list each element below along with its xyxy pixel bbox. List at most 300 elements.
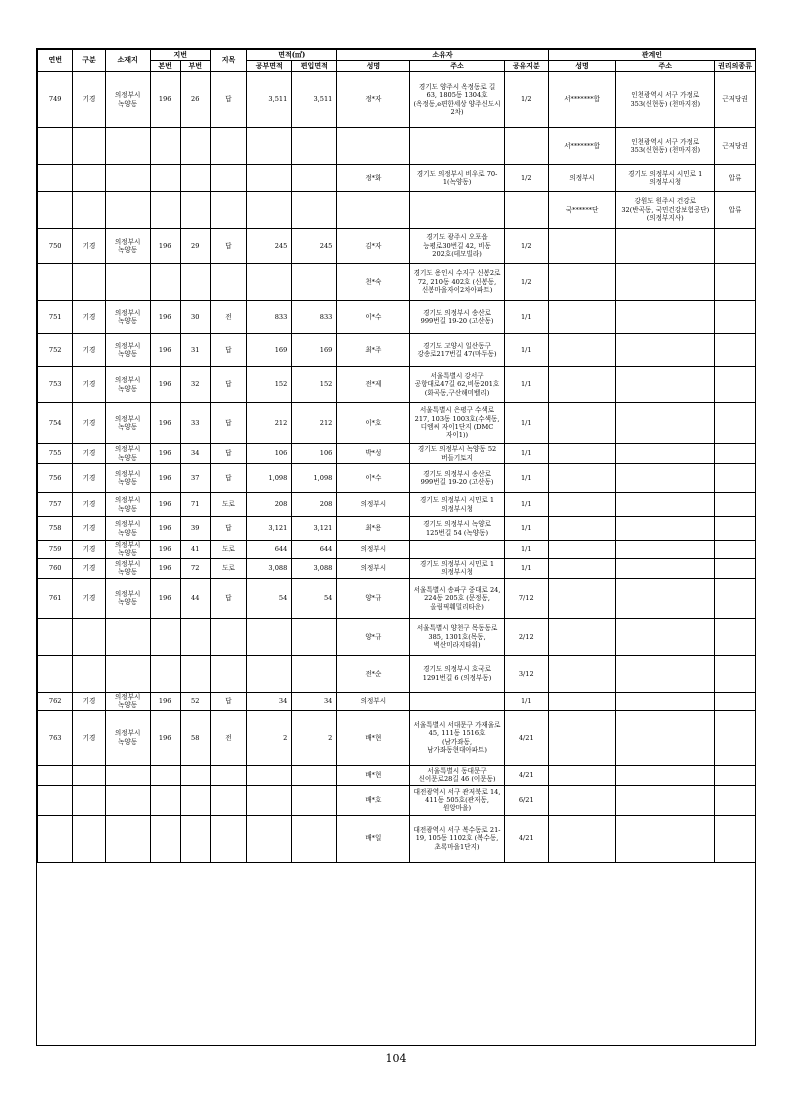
cell-location [105, 785, 150, 815]
cell-owner-name: 최*주 [337, 334, 410, 367]
cell-sub-lot: 32 [180, 367, 210, 403]
cell-owner-address: 경기도 의정부시 비우로 70-1(녹양동) [410, 165, 504, 192]
cell-sub-lot: 71 [180, 493, 210, 517]
cell-related-name [548, 785, 616, 815]
cell-row-number [38, 815, 73, 862]
cell-area-public: 245 [247, 229, 292, 264]
cell-related-address [616, 785, 715, 815]
cell-related-address [616, 692, 715, 710]
cell-land-category: 도로 [210, 558, 246, 578]
cell-related-name [548, 493, 616, 517]
cell-category: 기경 [73, 692, 105, 710]
cell-owner-share: 4/21 [504, 765, 548, 785]
cell-location: 의정부시 녹양동 [105, 558, 150, 578]
cell-owner-address: 경기도 양주시 옥정동로 길 63, 1805동 1304호(옥정동,e편한세상 양주신도시 2차) [410, 72, 504, 128]
cell-category: 기경 [73, 301, 105, 334]
cell-related-name [548, 403, 616, 444]
cell-owner-share: 1/2 [504, 229, 548, 264]
cell-sub-lot: 31 [180, 334, 210, 367]
cell-main-lot [150, 264, 180, 301]
cell-row-number: 758 [38, 517, 73, 541]
cell-right-type [715, 367, 756, 403]
table-row [38, 165, 756, 192]
cell-category: 기경 [73, 558, 105, 578]
table-row [38, 403, 756, 444]
cell-owner-address: 경기도 용인시 수지구 신봉2로 72, 210동 402호 (신봉동, 신봉마을자이2차아파트) [410, 264, 504, 301]
cell-main-lot: 196 [150, 229, 180, 264]
cell-area-public [247, 765, 292, 785]
cell-related-name [548, 444, 616, 464]
cell-area-public [247, 815, 292, 862]
cell-owner-name: 배*현 [337, 765, 410, 785]
cell-sub-lot [180, 765, 210, 785]
cell-main-lot: 196 [150, 367, 180, 403]
cell-sub-lot: 37 [180, 464, 210, 493]
cell-area-public: 2 [247, 710, 292, 765]
cell-location [105, 618, 150, 655]
cell-owner-address: 서울특별시 양천구 목동동로 385, 1301호(목동,벽산미라지타워) [410, 618, 504, 655]
cell-category: 기경 [73, 403, 105, 444]
cell-main-lot: 196 [150, 444, 180, 464]
cell-related-address [616, 815, 715, 862]
cell-owner-name: 양*규 [337, 578, 410, 618]
cell-related-address [616, 264, 715, 301]
cell-main-lot: 196 [150, 464, 180, 493]
cell-main-lot: 196 [150, 493, 180, 517]
cell-owner-share: 1/1 [504, 444, 548, 464]
header-owner: 소유자 [337, 50, 548, 61]
cell-related-address [616, 464, 715, 493]
cell-main-lot [150, 815, 180, 862]
cell-area-included [292, 765, 337, 785]
cell-area-included: 34 [292, 692, 337, 710]
cell-location: 의정부시 녹양동 [105, 578, 150, 618]
cell-owner-name: 정*자 [337, 72, 410, 128]
cell-land-category: 답 [210, 403, 246, 444]
cell-row-number: 751 [38, 301, 73, 334]
table-row [38, 618, 756, 655]
header-no: 연번 [38, 50, 73, 72]
cell-related-address [616, 444, 715, 464]
cell-sub-lot: 33 [180, 403, 210, 444]
cell-owner-share [504, 128, 548, 165]
cell-location: 의정부시 녹양동 [105, 444, 150, 464]
cell-right-type [715, 655, 756, 692]
cell-location: 의정부시 녹양동 [105, 334, 150, 367]
cell-row-number [38, 765, 73, 785]
cell-owner-name: 최*용 [337, 517, 410, 541]
cell-owner-share: 1/1 [504, 517, 548, 541]
cell-area-public [247, 264, 292, 301]
cell-main-lot: 196 [150, 541, 180, 559]
header-owner-name: 성명 [337, 61, 410, 72]
cell-location: 의정부시 녹양동 [105, 692, 150, 710]
cell-right-type [715, 493, 756, 517]
cell-main-lot [150, 165, 180, 192]
cell-area-public: 152 [247, 367, 292, 403]
cell-right-type [715, 517, 756, 541]
cell-owner-address [410, 541, 504, 559]
cell-land-category [210, 655, 246, 692]
cell-owner-share [504, 192, 548, 229]
cell-right-type [715, 765, 756, 785]
cell-sub-lot [180, 618, 210, 655]
cell-area-included: 3,088 [292, 558, 337, 578]
cell-related-name [548, 229, 616, 264]
cell-area-included [292, 785, 337, 815]
cell-area-included: 3,511 [292, 72, 337, 128]
cell-related-address: 인천광역시 서구 가정로 353(신현동) (천마지점) [616, 72, 715, 128]
cell-main-lot: 196 [150, 403, 180, 444]
cell-sub-lot: 41 [180, 541, 210, 559]
cell-owner-share: 4/21 [504, 815, 548, 862]
cell-row-number: 759 [38, 541, 73, 559]
cell-sub-lot: 26 [180, 72, 210, 128]
cell-area-included: 3,121 [292, 517, 337, 541]
cell-owner-address: 대전광역시 서구 복수동로 21-19, 105동 1102호 (복수동,초록마을1단지) [410, 815, 504, 862]
table-row [38, 444, 756, 464]
cell-row-number [38, 264, 73, 301]
header-location: 소재지 [105, 50, 150, 72]
cell-owner-share: 1/1 [504, 541, 548, 559]
cell-land-category: 답 [210, 464, 246, 493]
table-row [38, 192, 756, 229]
cell-owner-name: 양*규 [337, 618, 410, 655]
cell-owner-share: 1/2 [504, 264, 548, 301]
cell-row-number: 753 [38, 367, 73, 403]
header-bubeon: 부번 [180, 61, 210, 72]
cell-sub-lot: 52 [180, 692, 210, 710]
cell-category [73, 655, 105, 692]
cell-right-type [715, 229, 756, 264]
cell-owner-address [410, 128, 504, 165]
cell-related-name [548, 301, 616, 334]
page-number: 104 [385, 1052, 407, 1065]
header-area-included: 편입면적 [292, 61, 337, 72]
cell-sub-lot [180, 264, 210, 301]
cell-row-number [38, 128, 73, 165]
cell-category: 기경 [73, 229, 105, 264]
cell-location: 의정부시 녹양동 [105, 493, 150, 517]
cell-area-public: 1,098 [247, 464, 292, 493]
cell-location [105, 815, 150, 862]
cell-owner-address: 경기도 광주시 오포읍 능평로30번길 42, 비동 202호(데모빌라) [410, 229, 504, 264]
cell-owner-name: 이*수 [337, 464, 410, 493]
cell-row-number [38, 165, 73, 192]
cell-owner-share: 1/2 [504, 72, 548, 128]
cell-owner-name: 배*일 [337, 815, 410, 862]
table-row [38, 655, 756, 692]
cell-main-lot: 196 [150, 517, 180, 541]
cell-land-category [210, 165, 246, 192]
cell-main-lot: 196 [150, 72, 180, 128]
cell-owner-share: 1/1 [504, 493, 548, 517]
cell-land-category [210, 815, 246, 862]
cell-row-number: 752 [38, 334, 73, 367]
cell-related-name [548, 334, 616, 367]
cell-owner-share: 1/1 [504, 334, 548, 367]
cell-owner-name: 의정부시 [337, 692, 410, 710]
cell-land-category [210, 192, 246, 229]
cell-category [73, 765, 105, 785]
cell-owner-share: 1/1 [504, 558, 548, 578]
cell-main-lot: 196 [150, 301, 180, 334]
cell-area-public: 208 [247, 493, 292, 517]
cell-owner-share: 4/21 [504, 710, 548, 765]
cell-location: 의정부시 녹양동 [105, 403, 150, 444]
cell-right-type [715, 444, 756, 464]
cell-area-public: 3,511 [247, 72, 292, 128]
cell-related-name [548, 710, 616, 765]
cell-main-lot: 196 [150, 710, 180, 765]
header-owner-address: 주소 [410, 61, 504, 72]
cell-sub-lot [180, 128, 210, 165]
cell-row-number [38, 618, 73, 655]
cell-area-public: 212 [247, 403, 292, 444]
cell-related-name [548, 367, 616, 403]
cell-right-type: 근저당권 [715, 128, 756, 165]
cell-related-name [548, 264, 616, 301]
cell-owner-name: 전*제 [337, 367, 410, 403]
cell-owner-address: 서울특별시 송파구 중대로 24, 224동 205호 (문정동,올림픽훼밀리타운) [410, 578, 504, 618]
cell-location [105, 165, 150, 192]
cell-related-name [548, 558, 616, 578]
cell-land-category [210, 618, 246, 655]
cell-category [73, 785, 105, 815]
cell-main-lot: 196 [150, 558, 180, 578]
cell-related-name: 서*******합 [548, 72, 616, 128]
cell-owner-name: 의정부시 [337, 493, 410, 517]
cell-land-category: 답 [210, 229, 246, 264]
cell-right-type [715, 541, 756, 559]
header-related-party: 관계인 [548, 50, 755, 61]
cell-land-category: 답 [210, 72, 246, 128]
cell-category: 기경 [73, 493, 105, 517]
cell-category: 기경 [73, 541, 105, 559]
table-row [38, 72, 756, 128]
cell-area-public [247, 128, 292, 165]
cell-related-name: 서*******합 [548, 128, 616, 165]
cell-area-included: 169 [292, 334, 337, 367]
cell-area-public: 34 [247, 692, 292, 710]
cell-area-included: 833 [292, 301, 337, 334]
cell-owner-name [337, 128, 410, 165]
cell-related-address [616, 229, 715, 264]
cell-related-name [548, 692, 616, 710]
cell-category: 기경 [73, 710, 105, 765]
cell-land-category [210, 264, 246, 301]
cell-related-address [616, 334, 715, 367]
cell-related-address [616, 765, 715, 785]
cell-owner-name: 김*자 [337, 229, 410, 264]
cell-related-name [548, 655, 616, 692]
header-bonbeon: 본번 [150, 61, 180, 72]
table-row [38, 517, 756, 541]
cell-category [73, 618, 105, 655]
cell-related-address: 인천광역시 서구 가정로 353(신현동) (천마지점) [616, 128, 715, 165]
cell-right-type [715, 301, 756, 334]
cell-area-public [247, 655, 292, 692]
table-row [38, 541, 756, 559]
cell-sub-lot: 44 [180, 578, 210, 618]
header-related-address: 주소 [616, 61, 715, 72]
cell-related-name [548, 517, 616, 541]
cell-owner-name: 이*수 [337, 301, 410, 334]
document-frame [36, 48, 756, 1046]
cell-sub-lot [180, 815, 210, 862]
cell-category [73, 165, 105, 192]
cell-owner-name: 이*호 [337, 403, 410, 444]
cell-land-category [210, 785, 246, 815]
cell-category [73, 192, 105, 229]
cell-location: 의정부시 녹양동 [105, 367, 150, 403]
cell-owner-address: 경기도 의정부시 녹양동 52 버들기토지 [410, 444, 504, 464]
cell-area-included [292, 815, 337, 862]
cell-right-type [715, 464, 756, 493]
table-row [38, 334, 756, 367]
cell-area-public: 169 [247, 334, 292, 367]
cell-owner-address: 서울특별시 은평구 수색로 217, 103동 1003호(수색동,디엠씨 자이1단지 (DMC 자이1)) [410, 403, 504, 444]
header-area: 면적(㎡) [247, 50, 337, 61]
cell-right-type [715, 334, 756, 367]
cell-owner-share: 7/12 [504, 578, 548, 618]
cell-category [73, 264, 105, 301]
cell-area-included [292, 655, 337, 692]
table-row [38, 815, 756, 862]
cell-related-address: 경기도 의정부시 시민로 1 의정부시청 [616, 165, 715, 192]
cell-location: 의정부시 녹양동 [105, 72, 150, 128]
cell-related-address [616, 367, 715, 403]
table-row [38, 493, 756, 517]
cell-right-type: 근저당권 [715, 72, 756, 128]
cell-location [105, 128, 150, 165]
cell-location: 의정부시 녹양동 [105, 464, 150, 493]
table-row [38, 578, 756, 618]
cell-main-lot: 196 [150, 578, 180, 618]
cell-right-type [715, 815, 756, 862]
cell-main-lot [150, 192, 180, 229]
cell-owner-address: 경기도 의정부시 시민로 1 의정부시청 [410, 493, 504, 517]
cell-right-type [715, 692, 756, 710]
cell-owner-name: 정*화 [337, 165, 410, 192]
cell-area-public: 644 [247, 541, 292, 559]
cell-category [73, 128, 105, 165]
cell-owner-address: 경기도 의정부시 호국로 1291번길 6 (의정부동) [410, 655, 504, 692]
cell-row-number: 763 [38, 710, 73, 765]
cell-location [105, 655, 150, 692]
cell-location [105, 765, 150, 785]
cell-related-address [616, 655, 715, 692]
cell-right-type [715, 264, 756, 301]
cell-land-category: 도로 [210, 493, 246, 517]
table-row [38, 765, 756, 785]
cell-row-number: 750 [38, 229, 73, 264]
cell-owner-name: 배*현 [337, 710, 410, 765]
table-row [38, 367, 756, 403]
cell-related-name [548, 765, 616, 785]
cell-main-lot [150, 655, 180, 692]
cell-category: 기경 [73, 72, 105, 128]
cell-sub-lot [180, 165, 210, 192]
cell-category: 기경 [73, 464, 105, 493]
cell-related-address [616, 578, 715, 618]
table-row [38, 229, 756, 264]
cell-main-lot: 196 [150, 334, 180, 367]
cell-location: 의정부시 녹양동 [105, 517, 150, 541]
cell-row-number: 755 [38, 444, 73, 464]
cell-right-type: 압류 [715, 165, 756, 192]
cell-related-address [616, 403, 715, 444]
cell-owner-name: 배*호 [337, 785, 410, 815]
header-row-1 [38, 50, 756, 61]
cell-related-address [616, 301, 715, 334]
table-row [38, 710, 756, 765]
cell-right-type [715, 403, 756, 444]
cell-land-category: 답 [210, 578, 246, 618]
cell-main-lot [150, 785, 180, 815]
cell-area-public: 106 [247, 444, 292, 464]
cell-related-name [548, 618, 616, 655]
header-gubun: 구분 [73, 50, 105, 72]
table-row [38, 558, 756, 578]
cell-area-public: 833 [247, 301, 292, 334]
cell-land-category: 답 [210, 692, 246, 710]
cell-owner-address: 경기도 의정부시 송산로 999번길 19-20 (고산동) [410, 301, 504, 334]
cell-location: 의정부시 녹양동 [105, 301, 150, 334]
header-related-name: 성명 [548, 61, 616, 72]
table-row [38, 785, 756, 815]
cell-owner-share: 1/1 [504, 301, 548, 334]
header-owner-share: 공유지분 [504, 61, 548, 72]
table-row [38, 692, 756, 710]
cell-area-included: 106 [292, 444, 337, 464]
cell-related-address [616, 618, 715, 655]
cell-land-category: 도로 [210, 541, 246, 559]
cell-area-included [292, 264, 337, 301]
cell-area-included: 2 [292, 710, 337, 765]
cell-sub-lot: 30 [180, 301, 210, 334]
cell-sub-lot: 34 [180, 444, 210, 464]
cell-related-name [548, 578, 616, 618]
cell-row-number: 760 [38, 558, 73, 578]
cell-right-type [715, 618, 756, 655]
cell-area-included: 152 [292, 367, 337, 403]
cell-sub-lot: 29 [180, 229, 210, 264]
cell-sub-lot [180, 655, 210, 692]
cell-related-address [616, 710, 715, 765]
cell-location: 의정부시 녹양동 [105, 541, 150, 559]
cell-category: 기경 [73, 517, 105, 541]
cell-row-number [38, 192, 73, 229]
cell-category: 기경 [73, 334, 105, 367]
cell-owner-share: 1/1 [504, 464, 548, 493]
cell-main-lot [150, 618, 180, 655]
table-row [38, 264, 756, 301]
cell-sub-lot: 58 [180, 710, 210, 765]
cell-area-included: 212 [292, 403, 337, 444]
cell-owner-address: 서울특별시 강서구 공항대로47길 62,비동201호 (화곡동,구산해미벨리) [410, 367, 504, 403]
cell-area-included: 1,098 [292, 464, 337, 493]
cell-row-number: 754 [38, 403, 73, 444]
cell-owner-name: 의정부시 [337, 541, 410, 559]
header-jibun: 지번 [150, 50, 210, 61]
cell-location [105, 264, 150, 301]
cell-owner-share: 1/1 [504, 403, 548, 444]
cell-related-address [616, 541, 715, 559]
cell-sub-lot: 72 [180, 558, 210, 578]
cell-row-number [38, 785, 73, 815]
cell-category: 기경 [73, 578, 105, 618]
